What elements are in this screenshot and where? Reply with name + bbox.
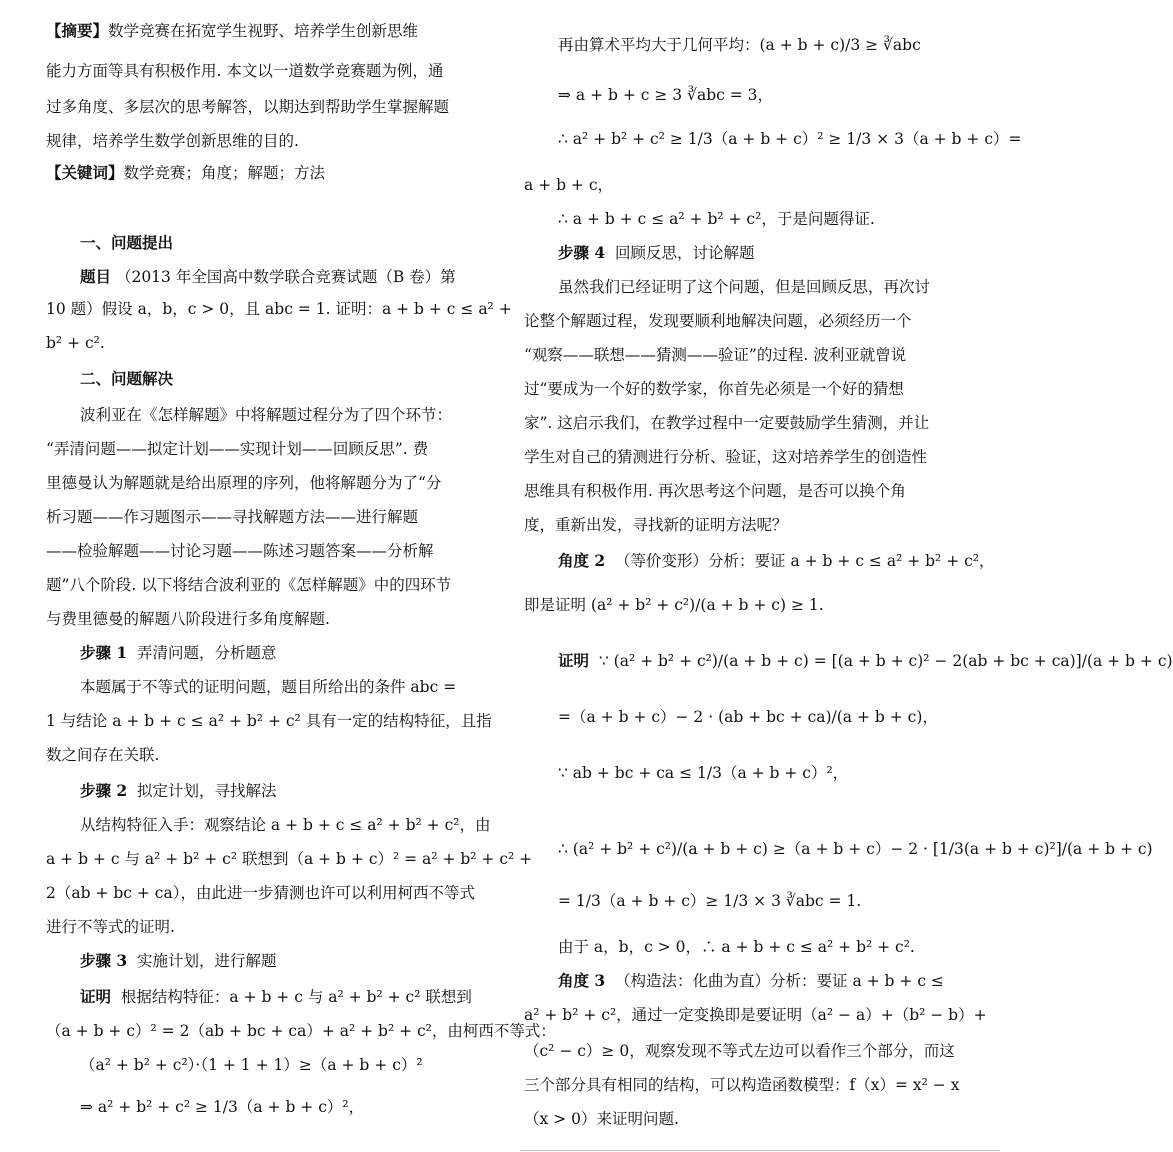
problem-line-2: 10 题）假设 a，b，c > 0，且 abc = 1. 证明：a + b + c ≤ a² + <box>46 300 512 318</box>
step4-line-5: 家”. 这启示我们，在教学过程中一定要鼓励学生猜测，并让 <box>524 414 930 432</box>
section-heading-1: 一、问题提出 <box>80 233 174 252</box>
step4-heading: 步骤 4 回顾反思，讨论解题 <box>558 243 755 262</box>
step4-line-6: 学生对自己的猜测进行分析、验证，这对培养学生的创造性 <box>524 448 928 466</box>
step4-line-8: 度，重新出发，寻找新的证明方法呢？ <box>524 516 788 534</box>
proof-line-1: 证明 根据结构特征：a + b + c 与 a² + b² + c² 联想到 <box>80 987 472 1006</box>
right-line-5: ∴ a + b + c ≤ a² + b² + c²，于是问题得证. <box>558 210 875 228</box>
step4-line-1: 虽然我们已经证明了这个问题，但是回顾反思，再次讨 <box>558 278 931 296</box>
angle3-label: 角度 3 <box>558 971 606 990</box>
angle2-line-2: 即是证明 (a² + b² + c²)/(a + b + c) ≥ 1. <box>524 596 824 614</box>
intro-line-2: “弄清问题——拟定计划——实现计划——回顾反思”. 费 <box>46 440 429 458</box>
step1-line-2: 1 与结论 a + b + c ≤ a² + b² + c² 具有一定的结构特征，且指 <box>46 712 492 730</box>
proof2-line-4: ∴ (a² + b² + c²)/(a + b + c) ≥（a + b + c）− 2 · [1/3(a + b + c)²]/(a + b + c) <box>558 840 1153 858</box>
step2-line-4: 进行不等式的证明. <box>46 918 175 936</box>
proof2-line-5: = 1/3（a + b + c）≥ 1/3 × 3 ∛abc = 1. <box>558 892 862 910</box>
intro-line-5: ——检验解题——讨论习题——陈述习题答案——分析解 <box>46 542 434 560</box>
angle2-label: 角度 2 <box>558 551 606 570</box>
intro-line-1: 波利亚在《怎样解题》中将解题过程分为了四个环节： <box>80 406 453 424</box>
keywords: 数学竞赛；角度；解题；方法 <box>123 164 326 182</box>
step3-heading: 步骤 3 实施计划，进行解题 <box>80 951 277 970</box>
step2-label: 步骤 2 <box>80 781 128 800</box>
proof2-line-1: 证明 ∵ (a² + b² + c²)/(a + b + c) = [(a + b + c)² − 2(ab + bc + ca)]/(a + b + c) <box>558 651 1173 670</box>
step3-label: 步骤 3 <box>80 951 128 970</box>
right-line-4: a + b + c， <box>524 176 614 194</box>
step2-heading: 步骤 2 拟定计划，寻找解法 <box>80 781 277 800</box>
problem-line-3: b² + c². <box>46 334 105 352</box>
angle3-line-5: （x > 0）来证明问题. <box>524 1110 679 1128</box>
abstract-label: 【摘要】 <box>46 21 109 40</box>
keywords-label: 【关键词】 <box>46 163 124 182</box>
proof-label: 证明 <box>80 987 112 1006</box>
angle3-line-2: a² + b² + c²，通过一定变换即是要证明（a² − a）+（b² − b）+ <box>524 1006 987 1024</box>
step1-label: 步骤 1 <box>80 643 128 662</box>
proof-line-4: ⇒ a² + b² + c² ≥ 1/3（a + b + c）²， <box>80 1098 365 1116</box>
step1-heading: 步骤 1 弄清问题，分析题意 <box>80 643 277 662</box>
angle3-line-3: （c² − c）≥ 0，观察发现不等式左边可以看作三个部分，而这 <box>524 1042 955 1060</box>
step2-line-3: 2（ab + bc + ca），由此进一步猜测也许可以利用柯西不等式 <box>46 884 475 902</box>
proof2-line-3: ∵ ab + bc + ca ≤ 1/3（a + b + c）²， <box>558 764 849 782</box>
step4-label: 步骤 4 <box>558 243 606 262</box>
angle3-line-4: 三个部分具有相同的结构，可以构造函数模型：f（x）= x² − x <box>524 1076 960 1094</box>
abstract-line-2: 能力方面等具有积极作用. 本文以一道数学竞赛题为例，通 <box>46 62 444 80</box>
step4-line-2: 论整个解题过程，发现要顺利地解决问题，必须经历一个 <box>524 312 912 330</box>
proof-line-2: （a + b + c）² = 2（ab + bc + ca）+ a² + b² + c²，由柯西不等式： <box>46 1022 556 1040</box>
right-line-2: ⇒ a + b + c ≥ 3 ∛abc = 3， <box>558 86 773 104</box>
proof2-line-2: =（a + b + c）− 2 · (ab + bc + ca)/(a + b + c)， <box>558 708 938 726</box>
abstract-line-3: 过多角度、多层次的思考解答，以期达到帮助学生掌握解题 <box>46 98 450 116</box>
keywords-line <box>46 162 325 184</box>
step4-line-4: 过“要成为一个好的数学家，你首先必须是一个好的猜想 <box>524 380 904 398</box>
angle2-heading: 角度 2 （等价变形）分析：要证 a + b + c ≤ a² + b² + c²， <box>558 551 995 570</box>
right-line-3: ∴ a² + b² + c² ≥ 1/3（a + b + c）² ≥ 1/3 × 3（a + b + c）= <box>558 130 1022 148</box>
step2-line-1: 从结构特征入手：观察结论 a + b + c ≤ a² + b² + c²，由 <box>80 816 491 834</box>
intro-line-4: 析习题——作习题图示——寻找解题方法——进行解题 <box>46 508 419 526</box>
problem-line-1: 题目 （2013 年全国高中数学联合竞赛试题（B 卷）第 <box>80 267 456 286</box>
step2-line-2: a + b + c 与 a² + b² + c² 联想到（a + b + c）² = a² + b² + c² + <box>46 850 533 868</box>
abstract-line-1: 【摘要】数学竞赛在拓宽学生视野、培养学生创新思维 <box>46 21 419 40</box>
abstract-line-4: 规律，培养学生数学创新思维的目的. <box>46 132 299 150</box>
proof2-line-6: 由于 a，b，c > 0，∴ a + b + c ≤ a² + b² + c². <box>558 938 915 956</box>
intro-line-6: 题”八个阶段. 以下将结合波利亚的《怎样解题》中的四环节 <box>46 576 452 594</box>
angle3-line-1: 角度 3 （构造法：化曲为直）分析：要证 a + b + c ≤ <box>558 971 944 990</box>
right-line-1: 再由算术平均大于几何平均：(a + b + c)/3 ≥ ∛abc <box>558 36 921 54</box>
proof-line-3: （a² + b² + c²）·（1 + 1 + 1）≥（a + b + c）² <box>80 1056 423 1074</box>
step4-line-3: “观察——联想——猜测——验证”的过程. 波利亚就曾说 <box>524 346 907 364</box>
step4-line-7: 思维具有积极作用. 再次思考这个问题，是否可以换个角 <box>524 482 906 500</box>
problem-label: 题目 <box>80 267 112 286</box>
step1-line-1: 本题属于不等式的证明问题，题目所给出的条件 abc = <box>80 678 457 696</box>
section-heading-2: 二、问题解决 <box>80 369 174 388</box>
bottom-rule <box>520 1150 1000 1151</box>
intro-line-3: 里德曼认为解题就是给出原理的序列，他将解题分为了“分 <box>46 474 442 492</box>
intro-line-7: 与费里德曼的解题八阶段进行多角度解题. <box>46 610 330 628</box>
step1-line-3: 数之间存在关联. <box>46 746 160 764</box>
proof2-label: 证明 <box>558 651 590 670</box>
